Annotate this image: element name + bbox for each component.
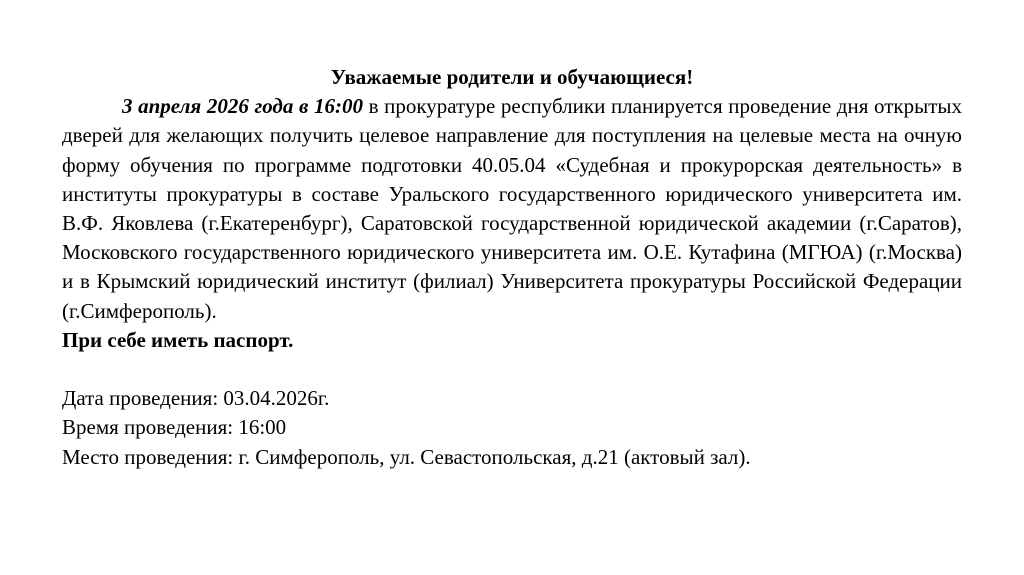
announcement-document (62, 63, 962, 472)
passport-note: При себе иметь паспорт. (62, 327, 294, 352)
event-date-time: 3 апреля 2026 года в 16:00 (122, 94, 363, 119)
paragraph-body: в прокуратуре республики планируется проведение дня открытых дверей для желающих получить целевое направление для поступления на целевые места на очную форму обучения по программе подготовки 40.05.04 «Судебная и прокурорская деятельность» в институты прокуратуры в составе Уральского государственного юридического университета им. В.Ф. Яковлева (г.Екатеренбург), Саратовской государственной юридической академии (г.Саратов), Московского государственного юридического университета им. О.Е. Кутафина (МГЮА) (г.Москва) и в Крымский юридический институт (филиал) Университета прокуратуры Российской Федерации (г.Симферополь). (62, 94, 962, 323)
announcement-title: Уважаемые родители и обучающиеся! (330, 65, 694, 89)
info-place: Место проведения: г. Симферополь, ул. Севастопольская, д.21 (актовый зал). (62, 444, 751, 469)
blank-line (62, 355, 962, 384)
info-time: Время проведения: 16:00 (62, 415, 287, 440)
announcement-paragraph (62, 92, 962, 326)
info-date: Дата проведения: 03.04.2026г. (62, 386, 330, 411)
